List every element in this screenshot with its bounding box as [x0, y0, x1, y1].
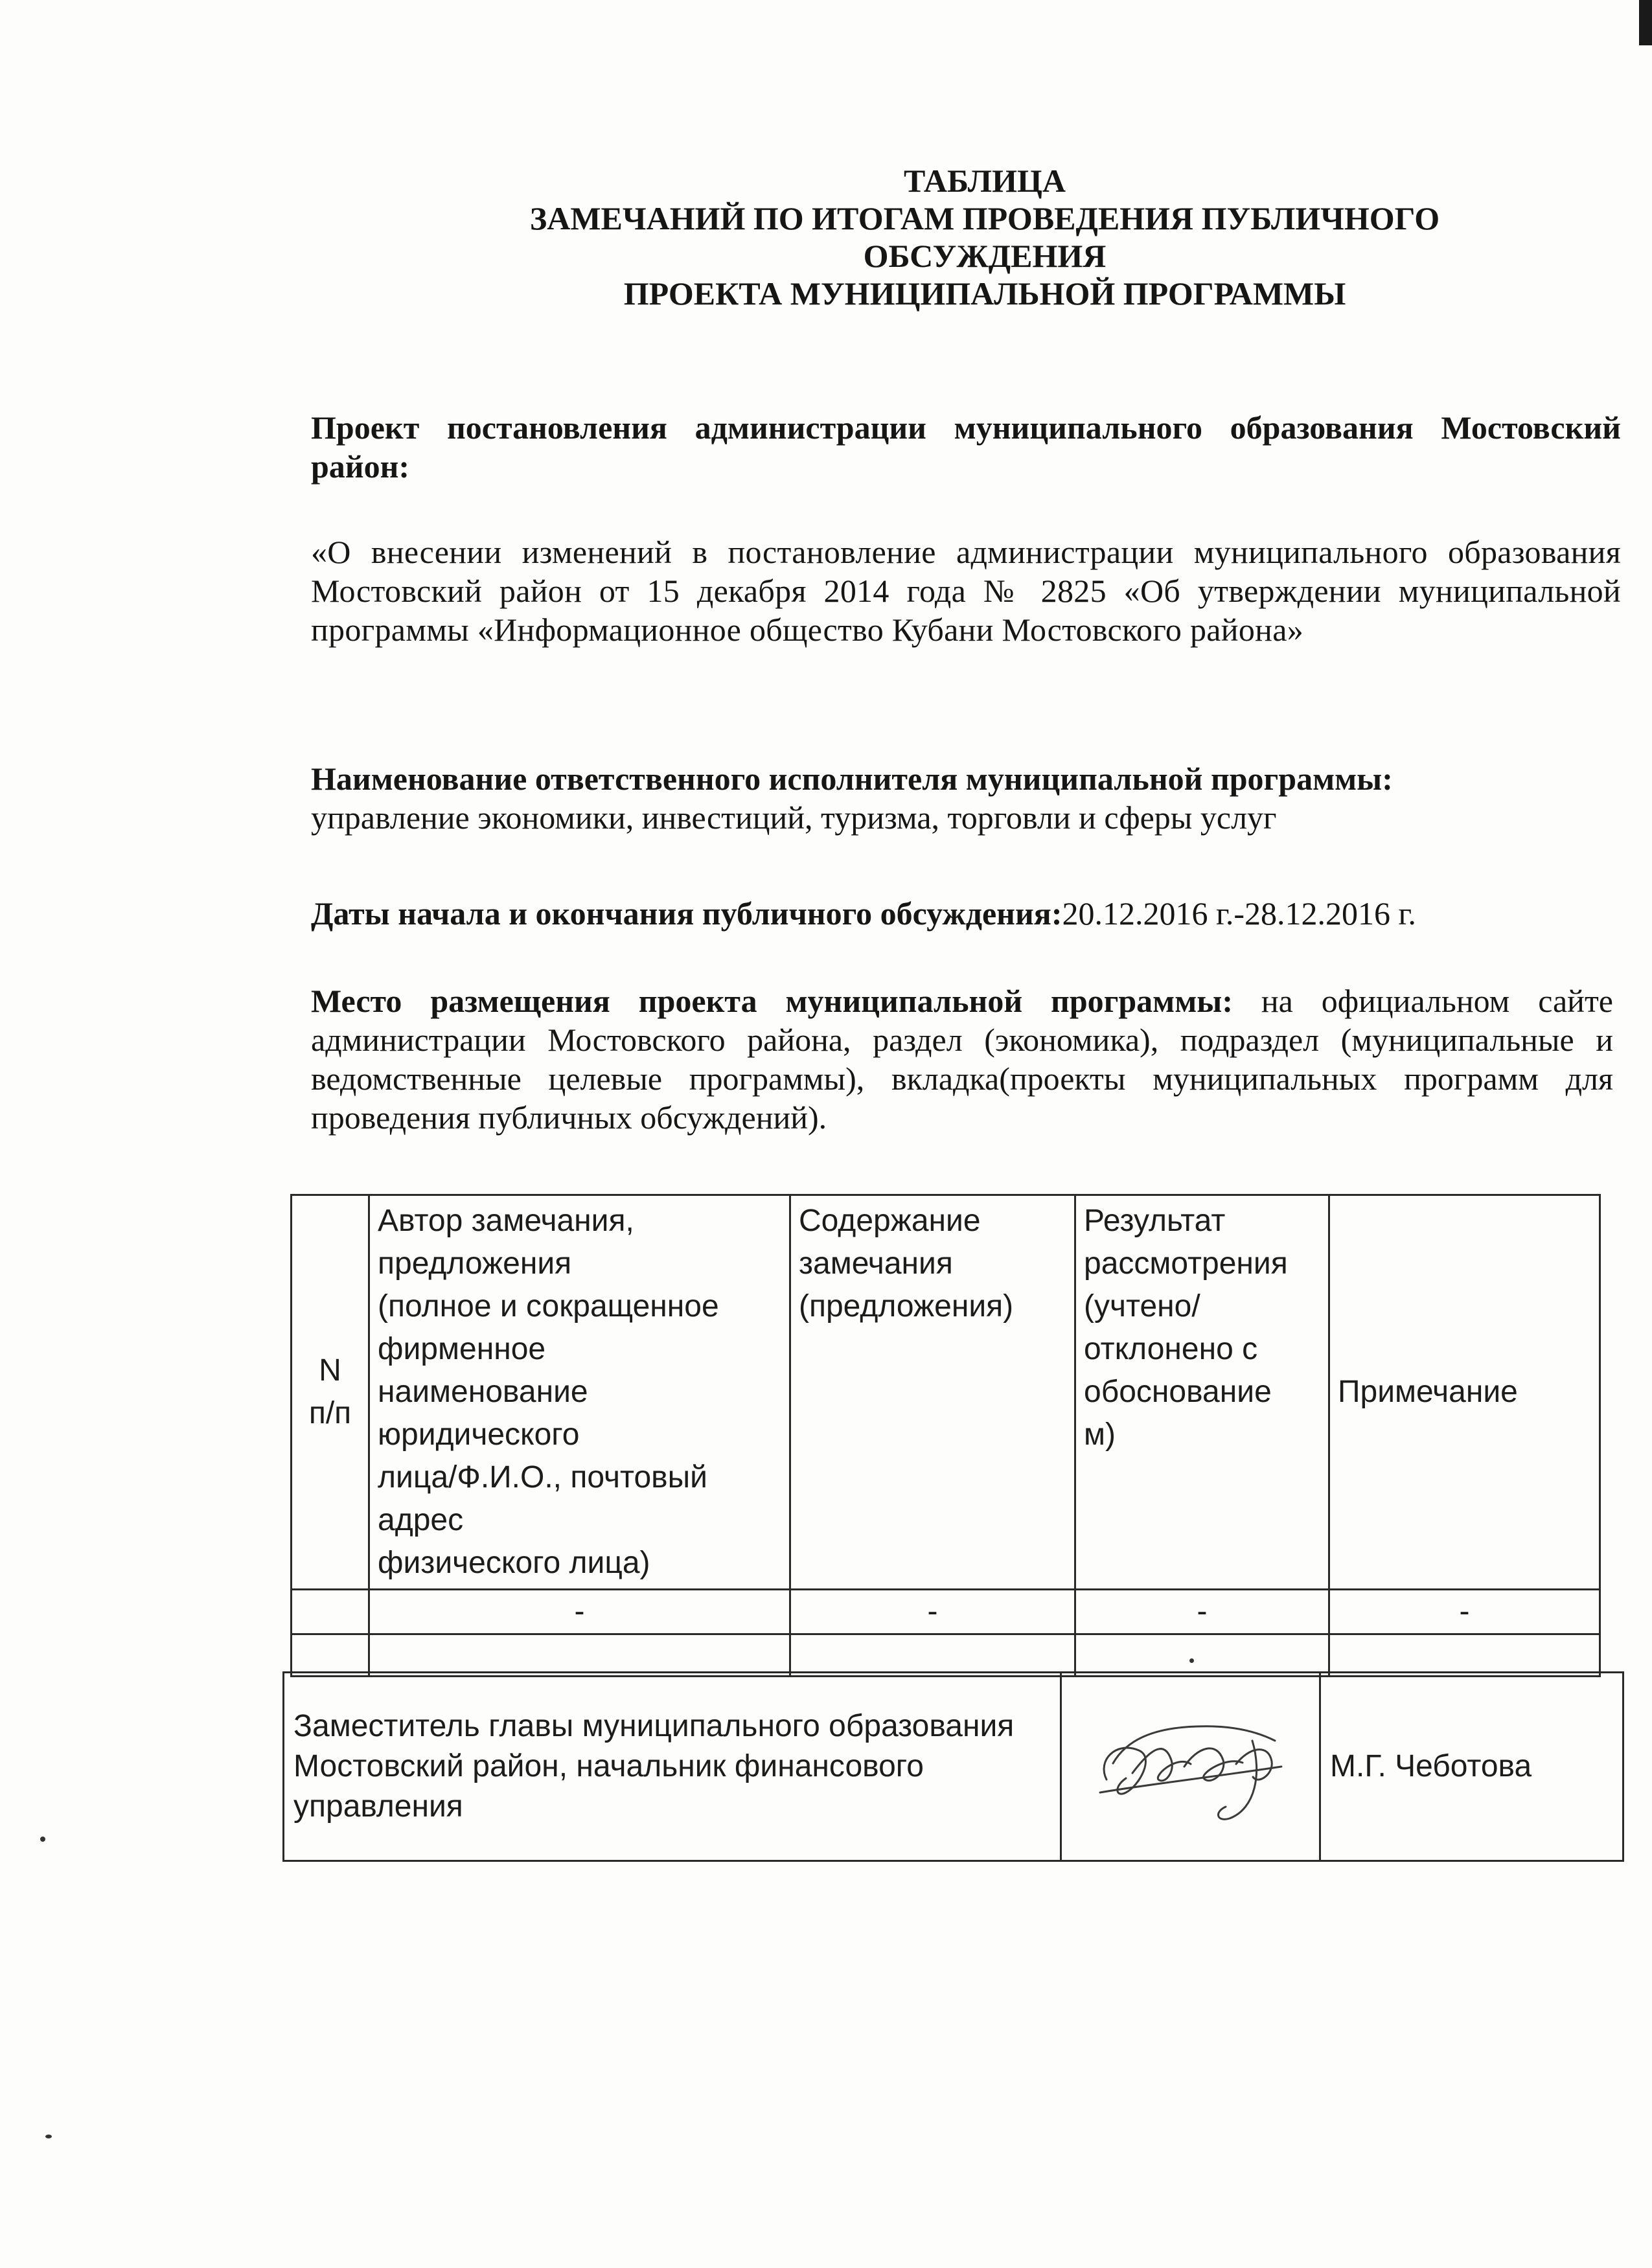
- dates-value: 20.12.2016 г.-28.12.2016 г.: [1062, 895, 1416, 932]
- signature-cell: [1061, 1673, 1320, 1861]
- remarks-table: [290, 1194, 1601, 1677]
- placement-block: [311, 981, 1613, 1137]
- executor-block: [311, 759, 1621, 837]
- table-row: [292, 1590, 1600, 1634]
- signature-icon: [1087, 1702, 1294, 1831]
- header-author: Автор замечания, предложения (полное и сокращенное фирменное наименование юридического лица/Ф.И.О., почтовый адрес физического лица): [369, 1195, 790, 1590]
- table-cell: [369, 1634, 790, 1677]
- placement-label: Место размещения проекта муниципальной программы:: [311, 983, 1233, 1019]
- document-title: [402, 162, 1568, 312]
- header-content: Содержание замечания (предложения): [790, 1195, 1075, 1590]
- scan-speck: [40, 1837, 45, 1842]
- scan-speck: [1639, 0, 1652, 45]
- dates-label: Даты начала и окончания публичного обсуждения:: [311, 895, 1062, 932]
- executor-label: Наименование ответственного исполнителя муниципальной программы:: [311, 761, 1393, 797]
- header-result: Результат рассмотрения (учтено/ отклонено с обоснование м): [1075, 1195, 1329, 1590]
- table-cell: [790, 1634, 1075, 1677]
- signature-table: [282, 1671, 1624, 1862]
- title-line-1: ТАБЛИЦА: [904, 163, 1066, 199]
- project-text: «О внесении изменений в постановление администрации муниципального образования Мостовский район от 15 декабря 2014 года № 2825 «Об утверждении муниципальной программы «Информационное общество Кубани Мостовского района»: [311, 534, 1621, 648]
- project-label: Проект постановления администрации муниципального образования Мостовский район:: [311, 409, 1621, 485]
- table-cell: [292, 1634, 369, 1677]
- dates-block: [311, 894, 1621, 933]
- table-row: [292, 1634, 1600, 1677]
- placement-value: на официальном сайте администрации Мостовского района, раздел (экономика), подраздел (муниципальные и ведомственные целевые программы), вкладка(проекты муниципальных программ для проведения публичных обсуждений).: [311, 983, 1613, 1136]
- table-header-row: [292, 1195, 1600, 1590]
- signatory-name: М.Г. Чеботова: [1320, 1673, 1623, 1861]
- header-note: Примечание: [1329, 1195, 1600, 1590]
- title-line-2: ЗАМЕЧАНИЙ ПО ИТОГАМ ПРОВЕДЕНИЯ ПУБЛИЧНОГО: [529, 200, 1440, 236]
- table-cell: -: [1329, 1590, 1600, 1634]
- table-cell: -: [790, 1590, 1075, 1634]
- signature-row: [284, 1673, 1623, 1861]
- scan-speck: [45, 2135, 52, 2138]
- title-line-3: ОБСУЖДЕНИЯ: [863, 238, 1107, 274]
- table-cell: -: [1075, 1590, 1329, 1634]
- signatory-position: Заместитель главы муниципального образования Мостовский район, начальник финансового управления: [284, 1673, 1061, 1861]
- table-cell: [1329, 1634, 1600, 1677]
- header-number: N п/п: [292, 1195, 369, 1590]
- table-cell: [1075, 1634, 1329, 1677]
- title-line-4: ПРОЕКТА МУНИЦИПАЛЬНОЙ ПРОГРАММЫ: [623, 275, 1346, 312]
- scan-speck: [1189, 1658, 1194, 1663]
- table-cell: -: [369, 1590, 790, 1634]
- table-cell: [292, 1590, 369, 1634]
- executor-value: управление экономики, инвестиций, туризма, торговли и сферы услуг: [311, 799, 1277, 836]
